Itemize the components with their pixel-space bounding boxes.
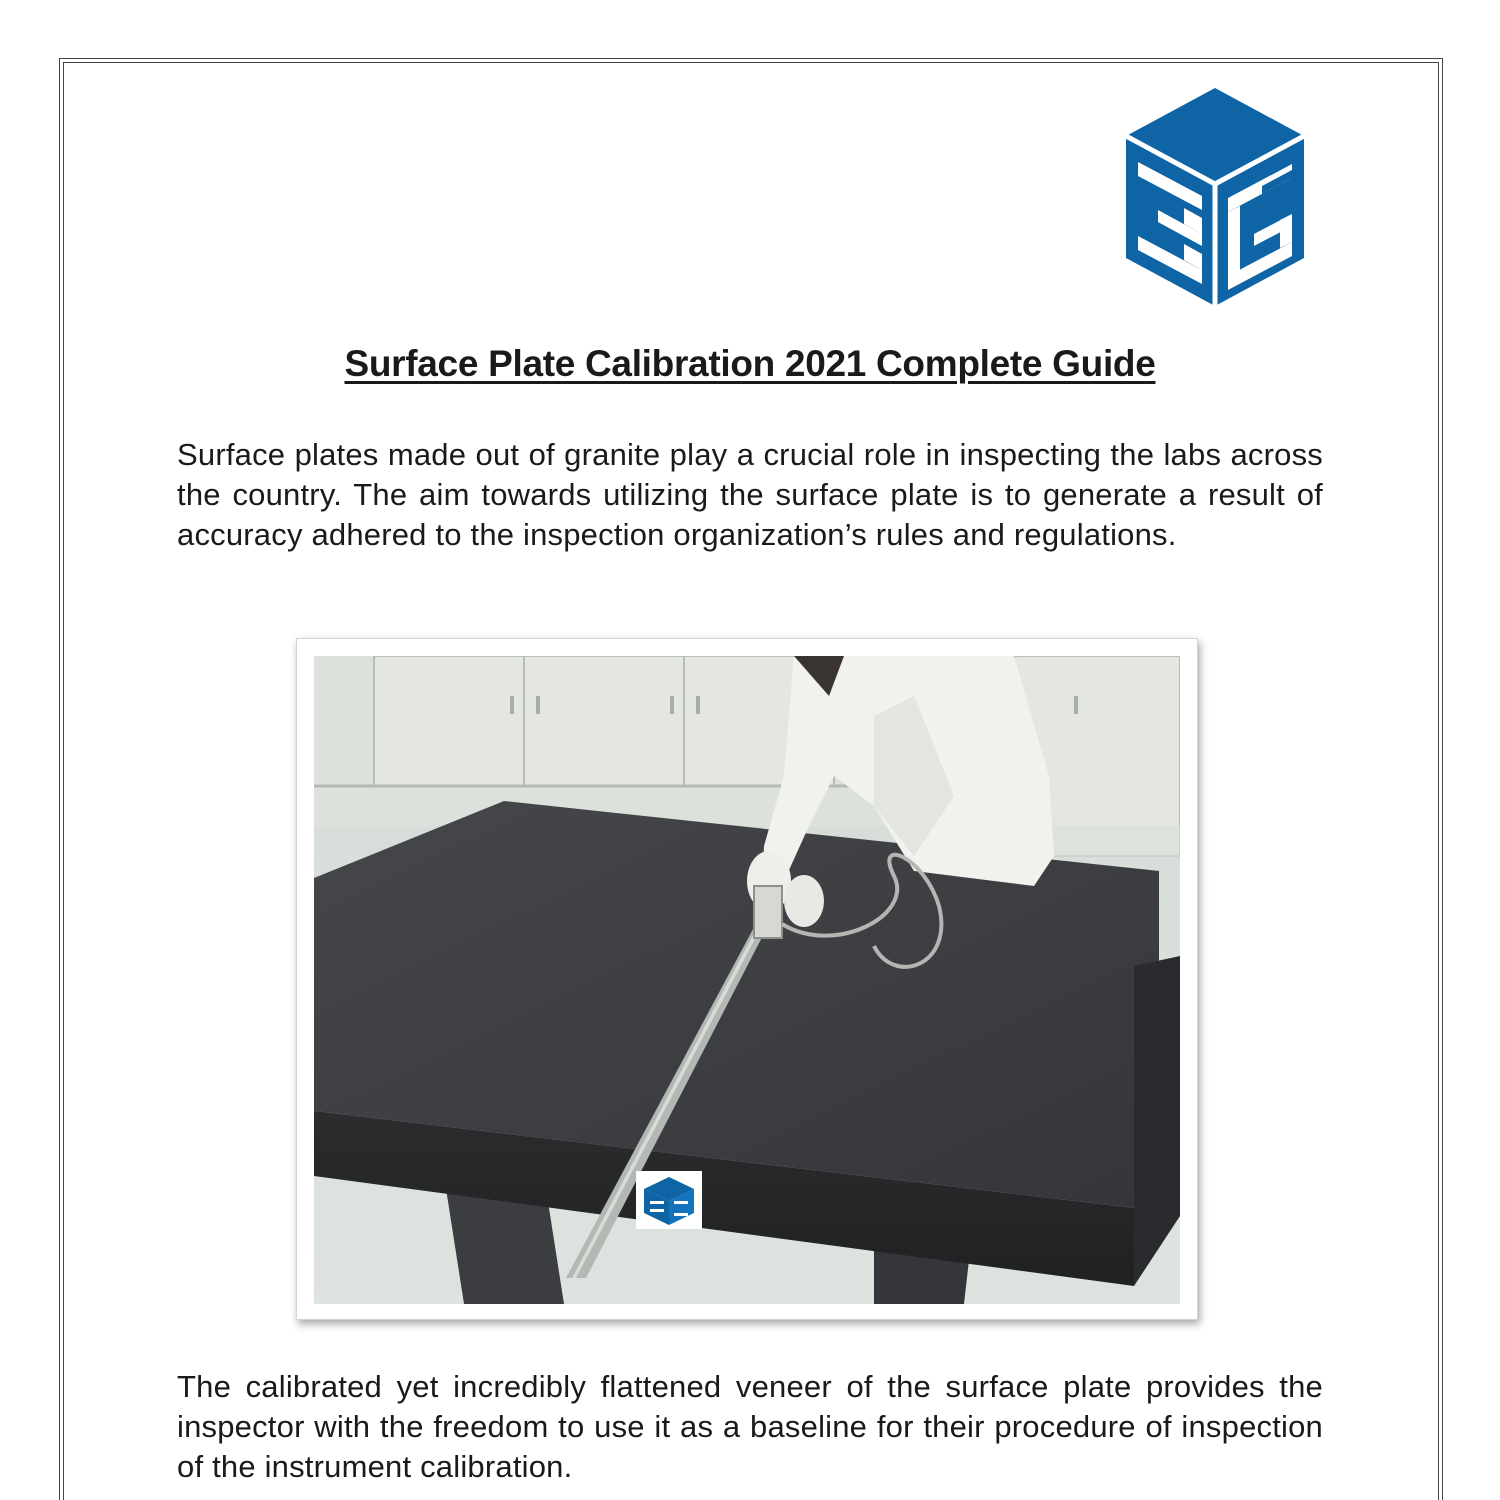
- closing-paragraph: The calibrated yet incredibly flattened veneer of the surface plate provides the inspector with the freedom to use it as a baseline for their procedure of inspection of the instrument calibration.: [177, 1369, 1323, 1484]
- figure-frame: [296, 638, 1198, 1320]
- lab-technician-photo-icon: [314, 656, 1180, 1304]
- company-logo-icon: [1122, 86, 1308, 308]
- page-title: Surface Plate Calibration 2021 Complete Guide: [344, 343, 1156, 384]
- intro-paragraph: Surface plates made out of granite play a crucial role in inspecting the labs across the country. The aim towards utilizing the surface plate is to generate a result of accuracy adhered to the inspection organization’s rules and regulations.: [177, 437, 1323, 552]
